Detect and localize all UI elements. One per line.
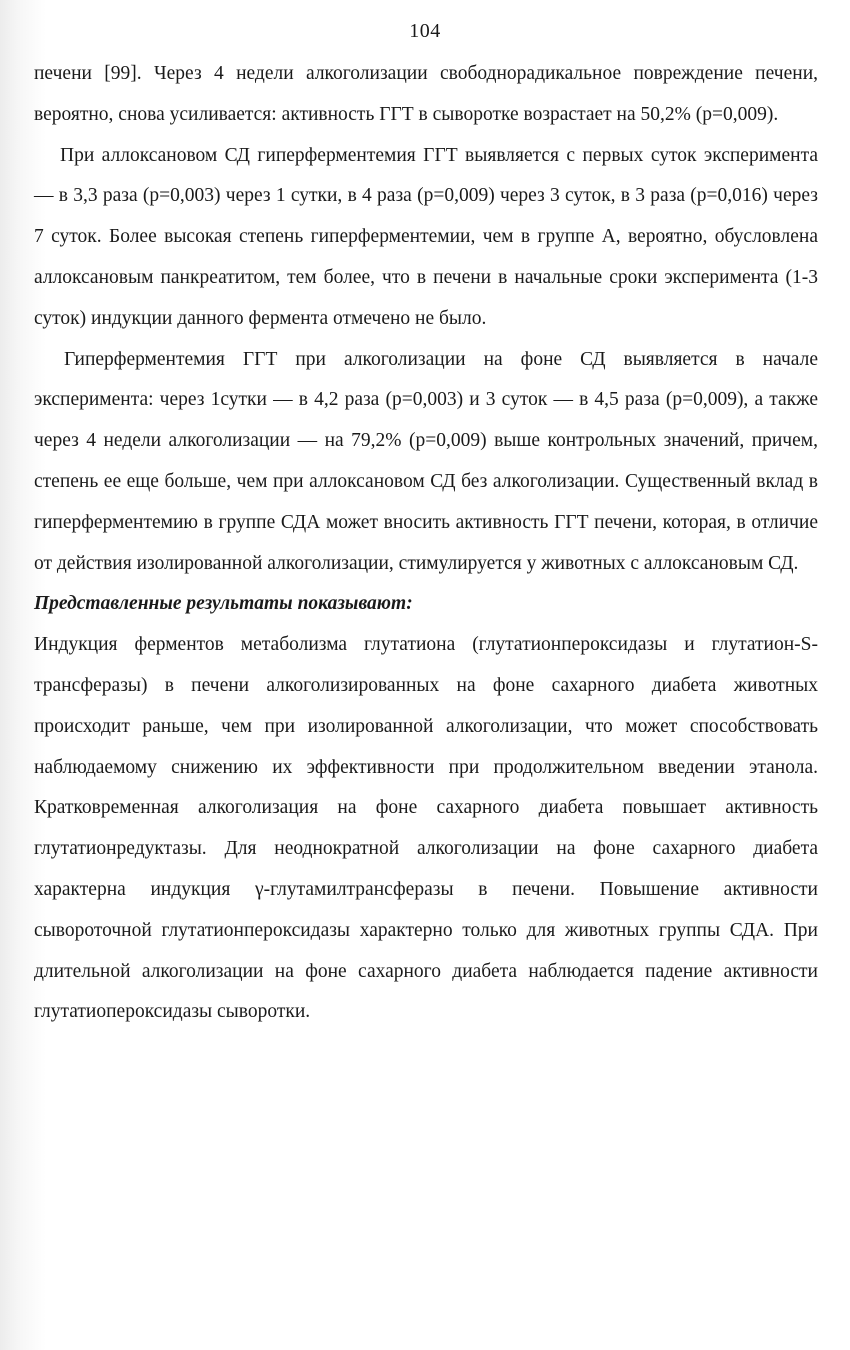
paragraph-2: При аллоксановом СД гиперферментемия ГГТ выявляется с первых суток эксперимента — в 3,3 раза (p=0,003) через 1 сутки, в 4 раза (p=0,009) через 3 суток, в 3 раза (p=0,016) через 7 суток. Более высокая степень гиперферментемии, чем в группе А, вероятно, обусловлена аллоксановым панкреатитом, тем более, что в печени в начальные сроки эксперимента (1-3 суток) индукции данного фермента отмечено не было. xyxy=(34,144,818,329)
page-body xyxy=(34,54,818,1033)
page-number: 104 xyxy=(409,20,441,42)
conclusion-paragraph: Индукция ферментов метаболизма глутатиона (глутатионпероксидазы и глутатион-S-трансферазы) в печени алкоголизированных на фоне сахарного диабета животных происходит раньше, чем при изолированной алкоголизации, что может способствовать наблюдаемому снижению их эффективности при продолжительном введении этанола. Кратковременная алкоголизация на фоне сахарного диабета повышает активность глутатионредуктазы. Для неоднократной алкоголизации на фоне сахарного диабета характерна индукция γ-глутамилтрансферазы в печени. Повышение активности сывороточной глутатионпероксидазы характерно только для животных группы СДА. При длительной алкоголизации на фоне сахарного диабета наблюдается падение активности глутатиопероксидазы сыворотки. xyxy=(34,634,818,1023)
paragraph-3: Гиперферментемия ГГТ при алкоголизации на фоне СД выявляется в начале эксперимента: через 1сутки — в 4,2 раза (p=0,003) и 3 суток — в 4,5 раза (p=0,009), а также через 4 недели алкоголизации — на 79,2% (p=0,009) выше контрольных значений, причем, степень ее еще больше, чем при аллоксановом СД без алкоголизации. Существенный вклад в гиперферментемию в группе СДА может вносить активность ГГТ печени, которая, в отличие от действия изолированной алкоголизации, стимулируется у животных с аллоксановым СД. xyxy=(34,348,818,574)
section-heading: Представленные результаты показывают: xyxy=(34,593,413,615)
paragraph-1: печени [99]. Через 4 недели алкоголизации свободнорадикальное повреждение печени, вероятно, снова усиливается: активность ГГТ в сыворотке возрастает на 50,2% (p=0,009). xyxy=(34,63,818,125)
